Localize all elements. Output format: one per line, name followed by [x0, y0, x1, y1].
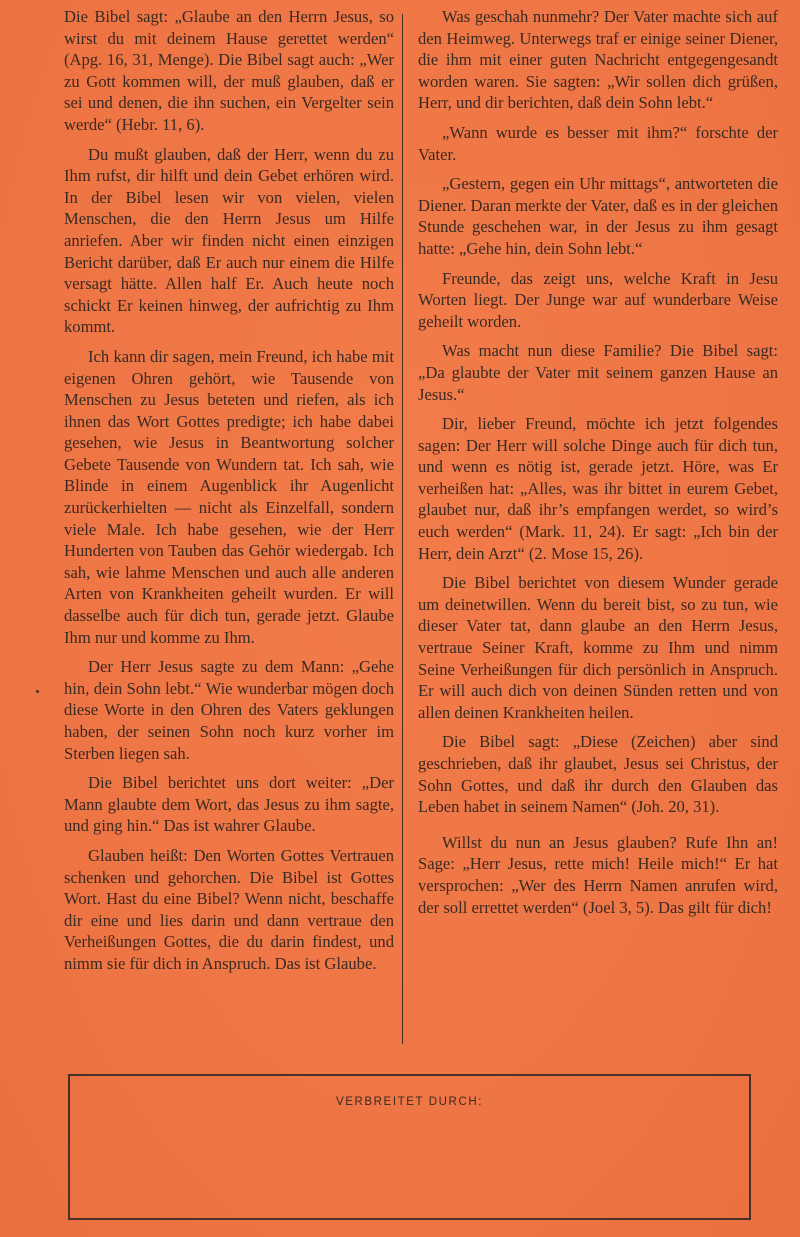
paragraph: Dir, lieber Freund, möchte ich jetzt folgendes sagen: Der Herr will solche Dinge auch für dich tun, und wenn es nötig ist, gerade jetzt. Höre, was Er verheißen hat: „Alles, was ihr bittet in eurem Gebet, glaubet nur, daß ihr’s empfangen werdet, so wird’s euch werden“ (Mark. 11, 24). Er sagt: „Ich bin der Herr, dein Arzt“ (2. Mose 15, 26).	[418, 414, 778, 563]
paragraph: Du mußt glauben, daß der Herr, wenn du zu Ihm rufst, dir hilft und dein Gebet erhören wird. In der Bibel lesen wir von vielen, vielen Menschen, die den Herrn Jesus um Hilfe anriefen. Aber wir finden nicht einen einzigen Bericht darüber, daß Er auch nur einem die Hilfe versagt hätte. Allen half Er. Auch heute noch schickt Er keinen hinweg, der aufrichtig zu Ihm kommt.	[64, 144, 394, 337]
paragraph: Glauben heißt: Den Worten Gottes Vertrauen schenken und gehorchen. Die Bibel ist Gottes Wort. Hast du eine Bibel? Wenn nicht, beschaffe dir eine und lies darin und dann vertraue den Verheißungen Gottes, die du darin findest, und nimm sie für dich in Anspruch. Das ist Glaube.	[64, 845, 394, 973]
right-column	[418, 6, 778, 926]
paragraph: Was geschah nunmehr? Der Vater machte sich auf den Heimweg. Unterwegs traf er einige seiner Diener, die ihm mit einer guten Nachricht entgegengesandt worden waren. Sie sagten: „Wir sollen dich grüßen, Herr, und dir berichten, daß dein Sohn lebt.“	[418, 7, 778, 113]
paragraph: Ich kann dir sagen, mein Freund, ich habe mit eigenen Ohren gehört, wie Tausende von Menschen zu Jesus beteten und riefen, als ich ihnen das Wort Gottes predigte; ich habe dabei gesehen, wie Jesus in Beantwortung solcher Gebete Tausende von Wundern tat. Ich sah, wie Blinde in einem Augenblick ihr Augenlicht zurückerhielten — nicht als Einzelfall, sondern viele Male. Ich habe gesehen, wie der Herr Hunderten von Tauben das Gehör wiedergab. Ich sah, wie lahme Menschen und auch alle anderen Arten von Krankheiten geheilt wurden. Er will dasselbe auch für dich tun, gerade jetzt. Glaube Ihm nur und komme zu Ihm.	[64, 346, 394, 647]
paragraph: Willst du nun an Jesus glauben? Rufe Ihn an! Sage: „Herr Jesus, rette mich! Heile mich!“ Er hat versprochen: „Wer des Herrn Namen anrufen wird, der soll errettet werden“ (Joel 3, 5). Das gilt für dich!	[418, 832, 778, 917]
left-column	[64, 6, 394, 983]
distribution-label: VERBREITET DURCH:	[335, 1096, 484, 1108]
paragraph: „Gestern, gegen ein Uhr mittags“, antworteten die Diener. Daran merkte der Vater, daß es in der gleichen Stunde geschehen war, in der Jesus zu ihm gesagt hatte: „Gehe hin, dein Sohn lebt.“	[418, 174, 778, 258]
paragraph: Der Herr Jesus sagte zu dem Mann: „Gehe hin, dein Sohn lebt.“ Wie wunderbar mögen doch diese Worte in den Ohren des Vaters geklungen haben, der seinen Sohn noch kurz vorher im Sterben liegen sah.	[64, 657, 394, 763]
paragraph: Freunde, das zeigt uns, welche Kraft in Jesu Worten liegt. Der Junge war auf wunderbare Weise geheilt worden.	[418, 268, 778, 331]
distribution-stamp-box	[68, 1074, 751, 1220]
column-divider	[402, 14, 403, 1044]
paragraph: Die Bibel berichtet von diesem Wunder gerade um deinetwillen. Wenn du bereit bist, so zu tun, wie dieser Vater tat, dann glaube an den Herrn Jesus, vertraue Seiner Kraft, komme zu Ihm und nimm Seine Verheißungen für dich persönlich in Anspruch. Er will auch dich von deinen Sünden retten und von allen deinen Krankheiten heilen.	[418, 573, 778, 722]
paragraph: Die Bibel sagt: „Glaube an den Herrn Jesus, so wirst du mit deinem Hause gerettet werden“ (Apg. 16, 31, Menge). Die Bibel sagt auch: „Wer zu Gott kommen will, der muß glauben, daß er sei und denen, die ihn suchen, ein Vergelter sein werde“ (Hebr. 11, 6).	[64, 7, 394, 134]
paragraph: Die Bibel berichtet uns dort weiter: „Der Mann glaubte dem Wort, das Jesus zu ihm sagte, und ging hin.“ Das ist wahrer Glaube.	[64, 773, 394, 836]
paragraph: „Wann wurde es besser mit ihm?“ forschte der Vater.	[418, 122, 778, 164]
paragraph: Die Bibel sagt: „Diese (Zeichen) aber sind geschrieben, daß ihr glaubet, Jesus sei Christus, der Sohn Gottes, und daß ihr durch den Glauben das Leben habet in seinem Namen“ (Joh. 20, 31).	[418, 732, 778, 817]
margin-mark	[36, 690, 39, 693]
paragraph: Was macht nun diese Familie? Die Bibel sagt: „Da glaubte der Vater mit seinem ganzen Hause an Jesus.“	[418, 341, 778, 404]
